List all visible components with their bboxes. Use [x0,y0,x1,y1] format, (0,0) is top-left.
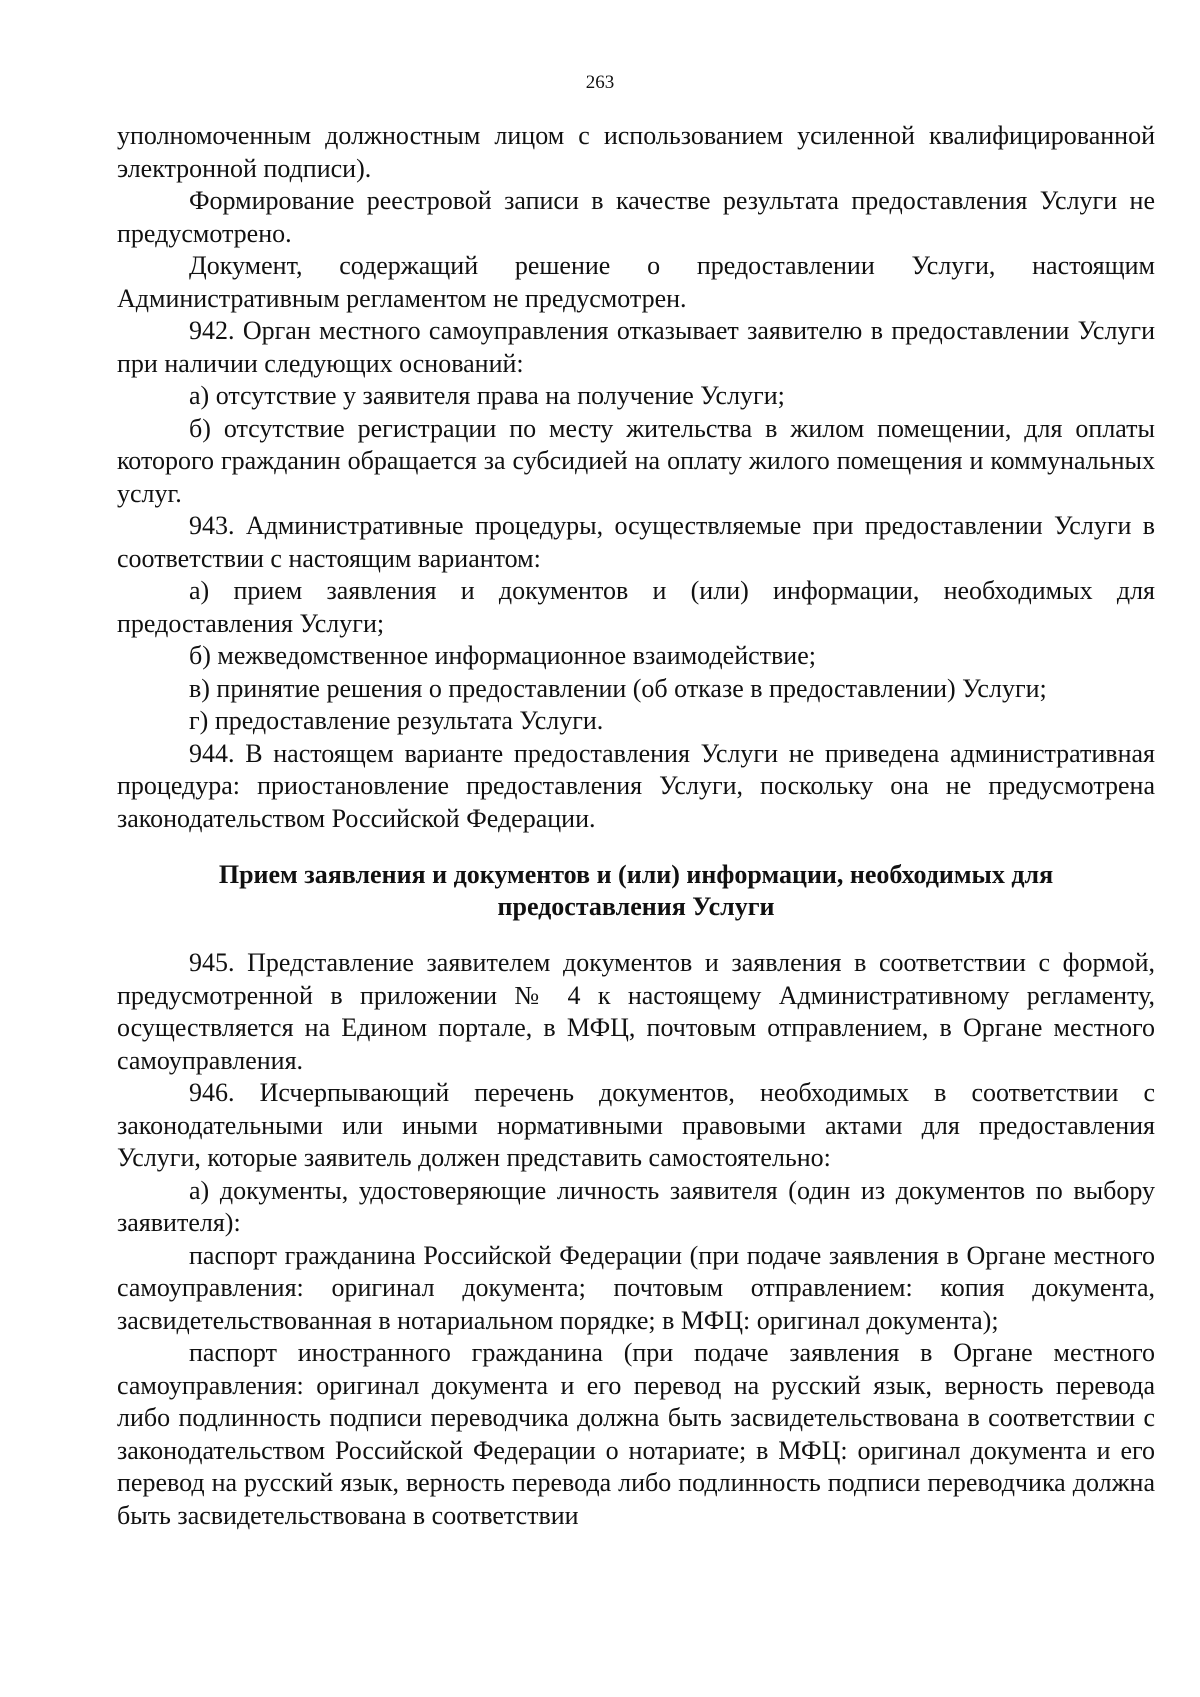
paragraph: г) предоставление результата Услуги. [189,706,604,735]
paragraph: паспорт иностранного гражданина (при подаче заявления в Органе местного самоуправления: оригинал документа и его перевод на русский язык, верность перевода либо подлинность подписи переводчика должна быть засвидетельствована в соответствии с законодательством Российской Федерации о нотариате; в МФЦ: оригинал документа и его перевод на русский язык, верность перевода либо подлинность подписи переводчика должна быть засвидетельствована в соответствии [117,1338,1155,1530]
section-heading-line-2: предоставления Услуги [497,892,775,921]
paragraph: б) отсутствие регистрации по месту жительства в жилом помещении, для оплаты которого гражданин обращается за субсидией на оплату жилого помещения и коммунальных услуг. [117,413,1155,508]
paragraph: 944. В настоящем варианте предоставления Услуги не приведена административная процедура: приостановление предоставления Услуги, поскольку она не предусмотрена законодательством Российской Федерации. [117,738,1155,833]
paragraph: Формирование реестровой записи в качестве результата предоставления Услуги не предусмотрено. [117,186,1155,248]
paragraph: паспорт гражданина Российской Федерации (при подаче заявления в Органе местного самоуправления: оригинал документа; почтовым отправлением: копия документа, засвидетельствованная в нотариальном порядке; в МФЦ: оригинал документа); [117,1240,1155,1335]
paragraph: в) принятие решения о предоставлении (об отказе в предоставлении) Услуги; [189,673,1047,703]
paragraph: 946. Исчерпывающий перечень документов, необходимых в соответствии с законодательными или иными нормативными правовыми актами для предоставления Услуги, которые заявитель должен представить самостоятельно: [117,1078,1155,1172]
section-heading [117,859,1155,923]
page-number: 263 [585,72,615,93]
paragraph: 943. Административные процедуры, осуществляемые при предоставлении Услуги в соответствии с настоящим вариантом: [117,511,1155,573]
paragraphs-top [117,120,1155,835]
paragraphs-bottom [117,947,1155,1532]
section-heading-line-1: Прием заявления и документов и (или) информации, необходимых для [218,860,1054,889]
paragraph: а) отсутствие у заявителя права на получение Услуги; [189,381,785,410]
paragraph: 945. Представление заявителем документов и заявления в соответствии с формой, предусмотренной в приложении № 4 к настоящему Административному регламенту, осуществляется на Едином портале, в МФЦ, почтовым отправлением, в Органе местного самоуправления. [117,948,1155,1075]
paragraph: 942. Орган местного самоуправления отказывает заявителю в предоставлении Услуги при наличии следующих оснований: [117,316,1155,378]
paragraph: б) межведомственное информационное взаимодействие; [189,641,816,670]
paragraph: а) прием заявления и документов и (или) информации, необходимых для предоставления Услуги; [117,576,1155,638]
paragraph: а) документы, удостоверяющие личность заявителя (один из документов по выбору заявителя): [117,1175,1155,1237]
paragraph: Документ, содержащий решение о предоставлении Услуги, настоящим Административным регламентом не предусмотрен. [117,251,1155,313]
paragraph: уполномоченным должностным лицом с использованием усиленной квалифицированной электронной подписи). [117,121,1155,183]
page-content [117,120,1155,1532]
